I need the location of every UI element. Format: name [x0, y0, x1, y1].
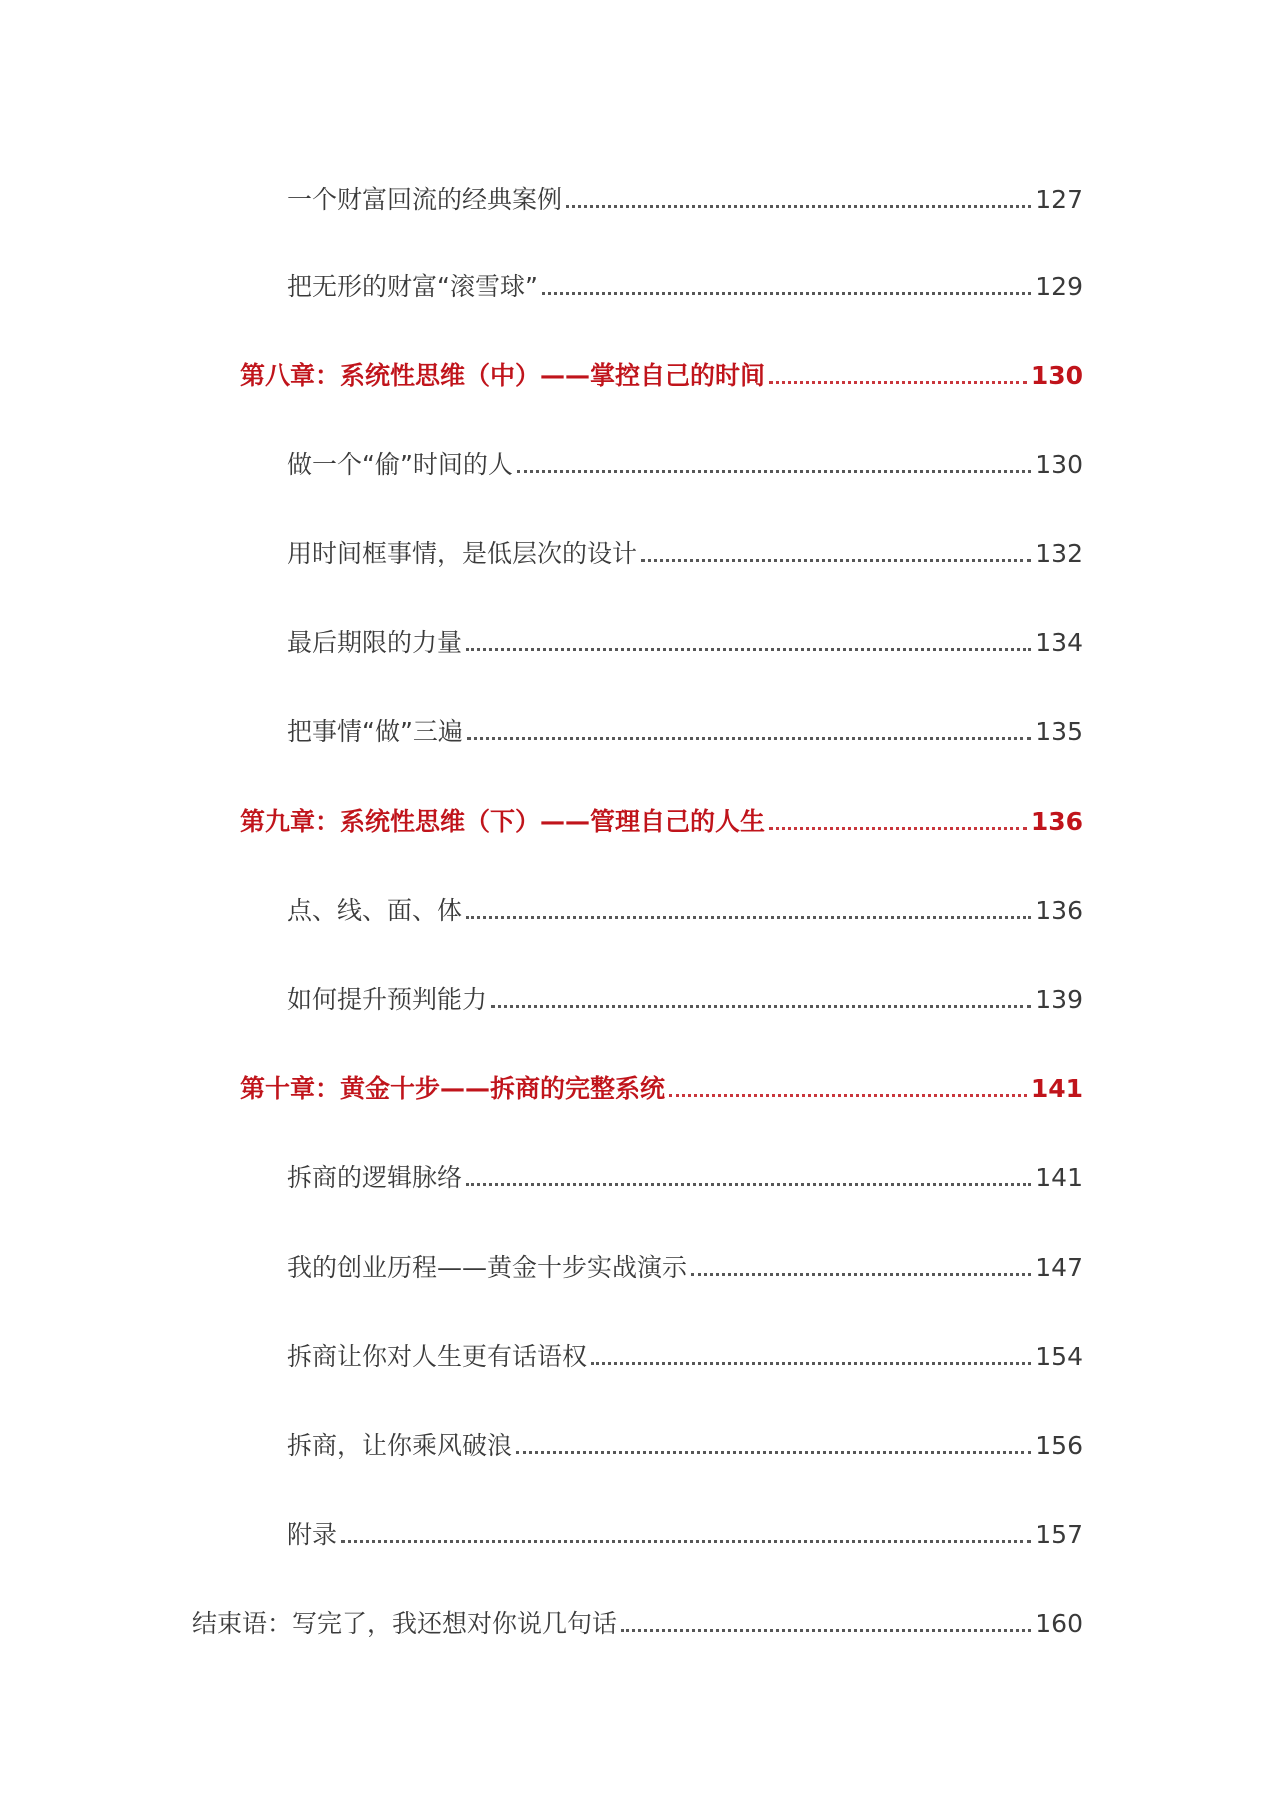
dot-leader: [621, 1629, 1031, 1632]
dot-leader: [591, 1362, 1031, 1365]
toc-entry-page: 129: [1035, 272, 1083, 301]
toc-entry-title: 用时间框事情，是低层次的设计: [287, 539, 638, 568]
toc-entry[interactable]: [287, 1240, 1083, 1284]
toc-chapter-entry[interactable]: [240, 794, 1083, 838]
dot-leader: [491, 1005, 1031, 1008]
dot-leader: [516, 1451, 1031, 1454]
toc-entry-page: 130: [1035, 450, 1083, 479]
dot-leader: [566, 205, 1031, 208]
toc-entry-title: 第八章：系统性思维（中）——掌控自己的时间: [240, 361, 766, 390]
toc-entry[interactable]: [287, 437, 1083, 481]
toc-closing-entry[interactable]: [192, 1596, 1083, 1640]
toc-entry-page: 134: [1035, 628, 1083, 657]
dot-leader: [769, 381, 1027, 384]
toc-entry-page: 130: [1030, 361, 1083, 390]
toc-entry-title: 拆商让你对人生更有话语权: [287, 1342, 588, 1371]
toc-entry[interactable]: [287, 172, 1083, 216]
toc-entry-page: 156: [1035, 1431, 1083, 1460]
toc-entry-title: 拆商的逻辑脉络: [287, 1163, 463, 1192]
toc-entry[interactable]: [287, 972, 1083, 1016]
toc-entry[interactable]: [287, 1507, 1083, 1551]
toc-entry[interactable]: [287, 883, 1083, 927]
toc-entry-page: 139: [1035, 985, 1083, 1014]
toc-entry-page: 160: [1035, 1609, 1083, 1638]
toc-entry-title: 拆商，让你乘风破浪: [287, 1431, 513, 1460]
toc-entry-page: 127: [1035, 185, 1083, 214]
toc-entry-title: 第十章：黄金十步——拆商的完整系统: [240, 1074, 666, 1103]
toc-entry[interactable]: [287, 1329, 1083, 1373]
toc-entry-title: 如何提升预判能力: [287, 985, 488, 1014]
toc-entry[interactable]: [287, 704, 1083, 748]
toc-entry-page: 147: [1035, 1253, 1083, 1282]
dot-leader: [466, 916, 1031, 919]
toc-chapter-entry[interactable]: [240, 348, 1083, 392]
toc-entry-title: 附录: [287, 1520, 338, 1549]
toc-entry-page: 157: [1035, 1520, 1083, 1549]
toc-entry[interactable]: [287, 259, 1083, 303]
dot-leader: [641, 559, 1031, 562]
dot-leader: [466, 648, 1031, 651]
toc-entry-page: 141: [1030, 1074, 1083, 1103]
toc-entry-page: 154: [1035, 1342, 1083, 1371]
toc-entry-page: 132: [1035, 539, 1083, 568]
toc-entry-page: 141: [1035, 1163, 1083, 1192]
dot-leader: [542, 292, 1031, 295]
toc-entry-title: 最后期限的力量: [287, 628, 463, 657]
toc-entry-title: 把事情“做”三遍: [287, 717, 463, 746]
dot-leader: [517, 470, 1031, 473]
dot-leader: [467, 737, 1031, 740]
toc-entry-title: 一个财富回流的经典案例: [287, 185, 563, 214]
toc-entry-title: 第九章：系统性思维（下）——管理自己的人生: [240, 807, 766, 836]
toc-entry[interactable]: [287, 615, 1083, 659]
dot-leader: [769, 827, 1027, 830]
toc-entry[interactable]: [287, 1150, 1083, 1194]
toc-entry-page: 136: [1035, 896, 1083, 925]
dot-leader: [691, 1273, 1031, 1276]
toc-entry-title: 把无形的财富“滚雪球”: [287, 272, 538, 301]
toc-entry[interactable]: [287, 526, 1083, 570]
toc-entry[interactable]: [287, 1418, 1083, 1462]
toc-entry-title: 做一个“偷”时间的人: [287, 450, 513, 479]
toc-entry-title: 我的创业历程——黄金十步实战演示: [287, 1253, 688, 1282]
toc-chapter-entry[interactable]: [240, 1061, 1083, 1105]
dot-leader: [341, 1540, 1031, 1543]
toc-entry-page: 135: [1035, 717, 1083, 746]
dot-leader: [466, 1183, 1031, 1186]
dot-leader: [669, 1094, 1027, 1097]
toc-entry-title: 点、线、面、体: [287, 896, 463, 925]
toc-entry-title: 结束语：写完了，我还想对你说几句话: [192, 1609, 618, 1638]
toc-entry-page: 136: [1030, 807, 1083, 836]
